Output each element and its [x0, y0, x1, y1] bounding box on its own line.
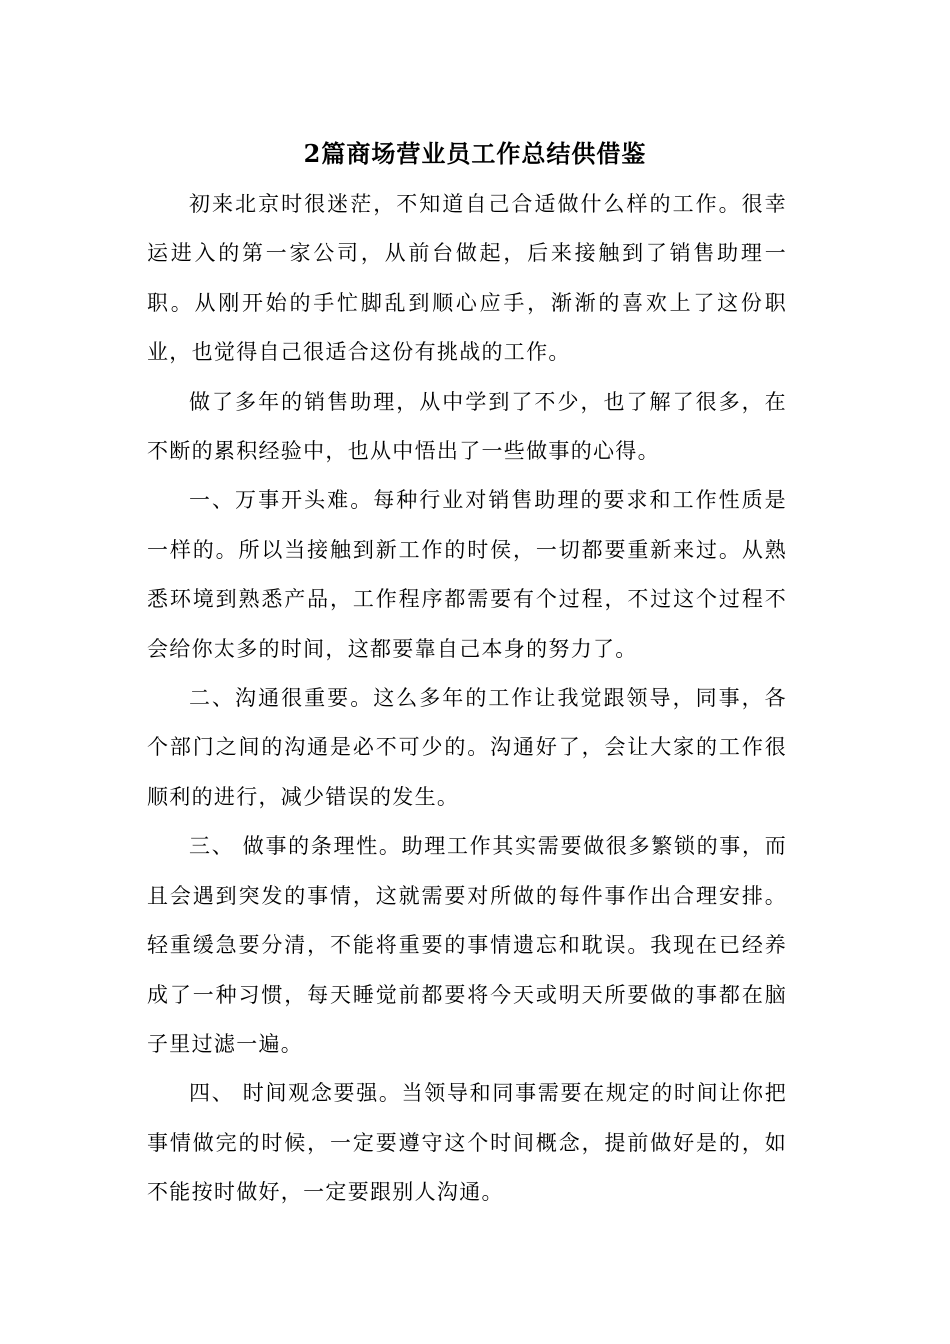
paragraph-point-4: 四、 时间观念要强。当领导和同事需要在规定的时间让你把事情做完的时候，一定要遵守这个时间概念，提前做好是的，如不能按时做好，一定要跟别人沟通。: [147, 1081, 787, 1205]
document-body: [147, 180, 787, 1218]
paragraph-point-1: 一、万事开头难。每种行业对销售助理的要求和工作性质是一样的。所以当接触到新工作的时侯，一切都要重新来过。从熟悉环境到熟悉产品，工作程序都需要有个过程，不过这个过程不会给你太多的时间，这都要靠自己本身的努力了。: [147, 488, 787, 661]
document-title: 2篇商场营业员工作总结供借鉴: [303, 139, 647, 168]
paragraph-point-3: 三、 做事的条理性。助理工作其实需要做很多繁锁的事，而且会遇到突发的事情，这就需要对所做的每件事作出合理安排。轻重缓急要分清，不能将重要的事情遗忘和耽误。我现在已经养成了一种习惯，每天睡觉前都要将今天或明天所要做的事都在脑子里过滤一遍。: [147, 834, 787, 1056]
paragraph-point-2: 二、沟通很重要。这么多年的工作让我觉跟领导，同事，各个部门之间的沟通是必不可少的。沟通好了，会让大家的工作很顺利的进行，减少错误的发生。: [147, 686, 787, 809]
paragraph-experience: 做了多年的销售助理，从中学到了不少，也了解了很多，在不断的累积经验中，也从中悟出了一些做事的心得。: [147, 389, 787, 464]
paragraph-intro: 初来北京时很迷茫，不知道自己合适做什么样的工作。很幸运进入的第一家公司，从前台做起，后来接触到了销售助理一职。从刚开始的手忙脚乱到顺心应手，渐渐的喜欢上了这份职业，也觉得自己很适合这份有挑战的工作。: [147, 192, 787, 365]
